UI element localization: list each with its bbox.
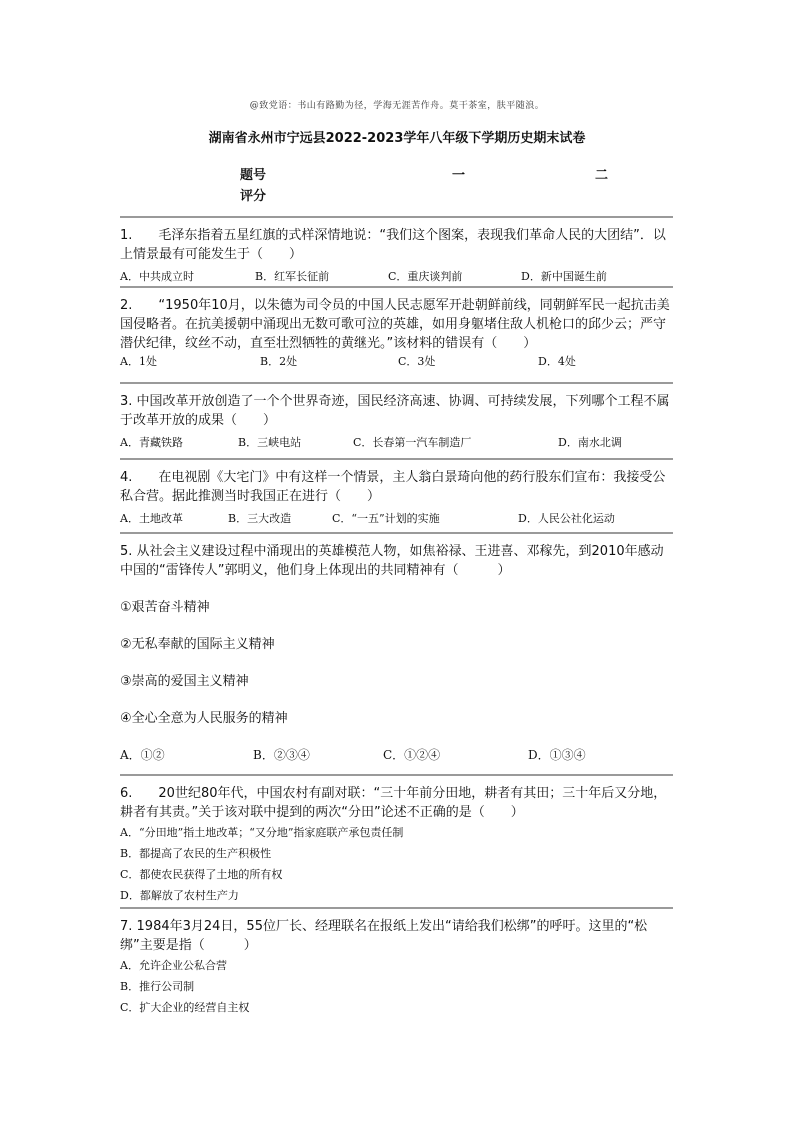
option-b[interactable]: B．三峡电站 bbox=[238, 436, 302, 449]
divider bbox=[120, 458, 673, 460]
question-stem: 6. 20世纪80年代，中国农村有副对联：“三十年前分田地，耕者有其田；三十年后又分地，耕者有其责。”关于该对联中提到的两次“分田”论述不正确的是（ ） bbox=[120, 786, 667, 820]
score-table bbox=[240, 164, 660, 206]
divider bbox=[120, 382, 673, 384]
statement-item: ④全心全意为人民服务的精神 bbox=[120, 711, 288, 726]
option-a[interactable]: A．允许企业公私合营 bbox=[120, 959, 227, 972]
motto-line: @致党语：书山有路勤为径，学海无涯苦作舟。莫干茶室，肤平随浪。 bbox=[249, 101, 545, 111]
question-stem: 4. 在电视剧《大宅门》中有这样一个情景，主人翁白景琦向他的药行股东们宣布：我接受公私合营。据此推测当时我国正在进行（ ） bbox=[120, 470, 666, 504]
question-stem: 2. “1950年10月，以朱德为司令员的中国人民志愿军开赴朝鲜前线，同朝鲜军民一起抗击美国侵略者。在抗美援朝中涌现出无数可歌可泣的英雄，如用身躯堵住敌人机枪口的邱少云；严守潜伏纪律，纹丝不动，直至壮烈牺牲的黄继光。”该材料的错误有（ ） bbox=[120, 298, 670, 351]
question-stem: 3. 中国改革开放创造了一个个世界奇迹，国民经济高速、协调、可持续发展，下列哪个工程不属于改革开放的成果（ ） bbox=[120, 394, 670, 428]
question-7 bbox=[120, 907, 673, 1018]
option-a[interactable]: A．“分田地”指土地改革；“又分地”指家庭联产承包责任制 bbox=[120, 826, 404, 839]
question-5 bbox=[120, 532, 673, 766]
option-c[interactable]: C．长春第一汽车制造厂 bbox=[353, 436, 472, 449]
score-cell-label: 题号 bbox=[240, 168, 267, 183]
option-b[interactable]: B．红军长征前 bbox=[255, 270, 330, 283]
option-a[interactable]: A．中共成立时 bbox=[120, 270, 194, 283]
option-c[interactable]: C．“一五”计划的实施 bbox=[332, 512, 440, 525]
options-row bbox=[120, 268, 673, 288]
option-d[interactable]: D．新中国诞生前 bbox=[521, 270, 607, 283]
options-row bbox=[120, 434, 673, 454]
option-b[interactable]: B．三大改造 bbox=[228, 512, 292, 525]
statement-item: ③崇高的爱国主义精神 bbox=[120, 674, 249, 689]
divider bbox=[120, 286, 673, 288]
options-row bbox=[120, 353, 673, 373]
question-2 bbox=[120, 286, 673, 373]
question-stem: 7. 1984年3月24日，55位厂长、经理联名在报纸上发出“请给我们松绑”的呼吁。这里的“松绑”主要是指（ ） bbox=[120, 919, 648, 953]
option-b[interactable]: B．推行公司制 bbox=[120, 980, 195, 993]
option-d[interactable]: D．都解放了农村生产力 bbox=[120, 889, 239, 902]
statement-item: ②无私奉献的国际主义精神 bbox=[120, 637, 275, 652]
options-row bbox=[120, 746, 673, 766]
option-b[interactable]: B．②③④ bbox=[253, 748, 310, 762]
option-c[interactable]: C．都使农民获得了土地的所有权 bbox=[120, 868, 283, 881]
option-a[interactable]: A．1处 bbox=[120, 355, 157, 368]
score-cell-part2: 二 bbox=[595, 168, 609, 183]
score-cell-points-label: 评分 bbox=[240, 189, 267, 204]
divider bbox=[120, 907, 673, 909]
score-cell-part1: 一 bbox=[452, 168, 466, 183]
score-row-points bbox=[240, 185, 660, 206]
option-c[interactable]: C．重庆谈判前 bbox=[388, 270, 463, 283]
statement-item: ①艰苦奋斗精神 bbox=[120, 600, 210, 615]
question-3 bbox=[120, 382, 673, 454]
option-d[interactable]: D．①③④ bbox=[528, 748, 586, 762]
option-a[interactable]: A．青藏铁路 bbox=[120, 436, 183, 449]
option-a[interactable]: A．①② bbox=[120, 748, 165, 762]
option-c[interactable]: C．3处 bbox=[398, 355, 436, 368]
option-a[interactable]: A．土地改革 bbox=[120, 512, 183, 525]
option-d[interactable]: D．人民公社化运动 bbox=[518, 512, 615, 525]
score-row-header bbox=[240, 164, 660, 185]
option-c[interactable]: C．扩大企业的经营自主权 bbox=[120, 1001, 250, 1014]
question-6 bbox=[120, 774, 673, 906]
question-stem: 5. 从社会主义建设过程中涌现出的英雄模范人物，如焦裕禄、王进喜、邓稼先，到2010年感动中国的“雷锋传人”郭明义，他们身上体现出的共同精神有（ ） bbox=[120, 544, 664, 578]
question-stem: 1. 毛泽东指着五星红旗的式样深情地说：“我们这个图案，表现我们革命人民的大团结”．以上情景最有可能发生于（ ） bbox=[120, 228, 666, 262]
option-c[interactable]: C．①②④ bbox=[383, 748, 441, 762]
option-b[interactable]: B．都提高了农民的生产积极性 bbox=[120, 847, 272, 860]
divider bbox=[120, 216, 673, 218]
option-d[interactable]: D．4处 bbox=[538, 355, 576, 368]
question-1 bbox=[120, 216, 673, 288]
option-b[interactable]: B．2处 bbox=[260, 355, 298, 368]
divider bbox=[120, 774, 673, 776]
question-4 bbox=[120, 458, 673, 530]
divider bbox=[120, 532, 673, 534]
page-title: 湖南省永州市宁远县2022-2023学年八年级下学期历史期末试卷 bbox=[208, 131, 586, 146]
option-d[interactable]: D．南水北调 bbox=[558, 436, 622, 449]
options-row bbox=[120, 510, 673, 530]
